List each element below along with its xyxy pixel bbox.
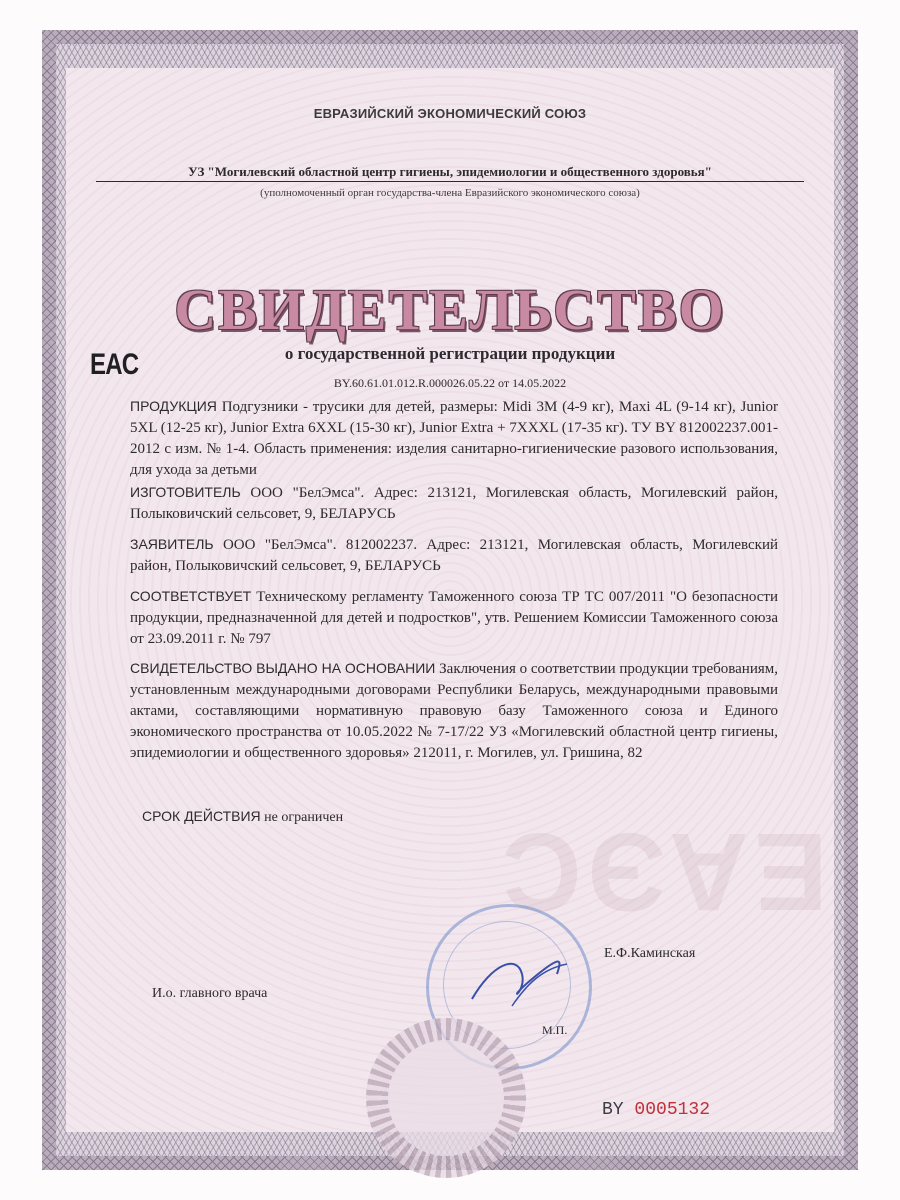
stamp-place-label: М.П. <box>542 1023 568 1037</box>
conformity-label: СООТВЕТСТВУЕТ <box>130 588 252 604</box>
conformity-text: Техническому регламенту Таможенного союза ТР ТС 007/2011 "О безопасности продукции, предназначенной для детей и подростков", утв. Решением Комиссии Таможенного союза от 23.09.2011 г. № 797 <box>130 589 778 647</box>
basis-text: Заключения о соответствии продукции требованиям, установленным международными договорами Республики Беларусь, международными правовыми актами, составляющими нормативную правовую базу Таможенного союза и Единого экономического пространства от 10.05.2022 № 7-17/22 УЗ «Могилевский областной центр гигиены, эпидемиологии и общественного здоровья» 212011, г. Могилев, ул. Гришина, 82 <box>130 661 779 761</box>
product-label: ПРОДУКЦИЯ <box>130 398 217 414</box>
signature-icon <box>462 944 572 1014</box>
applicant-section <box>130 534 778 577</box>
union-heading: ЕВРАЗИЙСКИЙ ЭКОНОМИЧЕСКИЙ СОЮЗ <box>313 106 587 121</box>
product-section <box>130 396 778 481</box>
serial-prefix: BY <box>602 1100 624 1120</box>
basis-section <box>130 658 778 764</box>
eac-mark-icon: EAC <box>90 348 139 381</box>
certificate-paper <box>66 68 834 1132</box>
serial-number <box>602 1100 710 1120</box>
validity-value: не ограничен <box>264 810 344 825</box>
signer-name: Е.Ф.Каминская <box>604 946 696 961</box>
manufacturer-label: ИЗГОТОВИТЕЛЬ <box>130 484 241 500</box>
product-text: Подгузники - трусики для детей, размеры: Midi 3M (4-9 кг), Maxi 4L (9-14 кг), Junior 5XL (12-25 кг), Junior Extra 6XXL (15-30 кг), Junior Extra + 7XXXL (17-35 кг). ТУ BY 812002237.001-2012 с изм. № 1-4. Область применения: изделия санитарно-гигиенические разового использования, для ухода за детьми <box>130 399 778 478</box>
validity-label: СРОК ДЕЙСТВИЯ <box>142 808 261 824</box>
certificate-subtitle: о государственной регистрации продукции <box>284 344 616 363</box>
signer-role: И.о. главного врача <box>152 986 268 1001</box>
applicant-text: ООО "БелЭмса". 812002237. Адрес: 213121, Могилевская область, Могилевский район, Полыковичский сельсовет, 9, БЕЛАРУСЬ <box>130 537 779 574</box>
validity-line <box>142 808 343 826</box>
organization-note: (уполномоченный орган государства-члена Евразийского экономического союза) <box>260 187 640 199</box>
serial-digits: 0005132 <box>634 1100 711 1120</box>
manufacturer-text: ООО "БелЭмса". Адрес: 213121, Могилевская область, Могилевский район, Полыковичский сельсовет, 9, БЕЛАРУСЬ <box>130 485 778 522</box>
registration-number: BY.60.61.01.012.R.000026.05.22 от 14.05.2022 <box>333 376 567 390</box>
medical-seal-icon <box>366 1018 526 1178</box>
manufacturer-section <box>130 482 778 525</box>
certificate-title: СВИДЕТЕЛЬСТВО <box>174 277 726 342</box>
watermark: ЕАЭС <box>496 810 828 933</box>
conformity-section <box>130 586 778 650</box>
applicant-label: ЗАЯВИТЕЛЬ <box>130 536 214 552</box>
basis-label: СВИДЕТЕЛЬСТВО ВЫДАНО НА ОСНОВАНИИ <box>130 660 436 676</box>
issuing-organization: УЗ "Могилевский областной центр гигиены, эпидемиологии и общественного здоровья" <box>96 164 804 182</box>
